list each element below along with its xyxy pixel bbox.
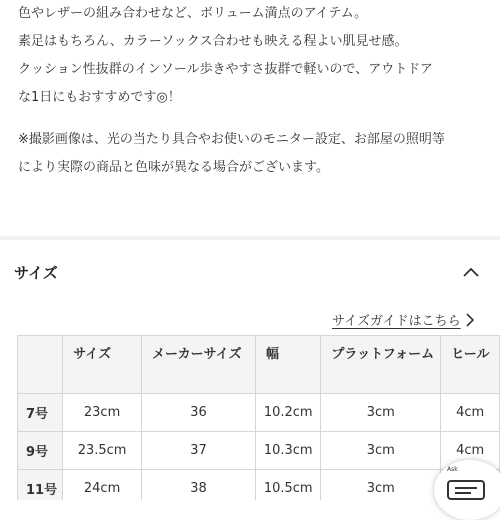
table-cell: 24cm	[63, 470, 142, 501]
ask-label: Ask	[447, 466, 458, 473]
table-cell: 36	[141, 394, 255, 432]
chevron-up-icon	[462, 265, 480, 279]
size-section-title: サイズ	[14, 264, 58, 282]
table-cell: 3cm	[321, 432, 441, 470]
table-header-row	[18, 336, 500, 394]
table-cell: 37	[141, 432, 255, 470]
table-cell: 23.5cm	[63, 432, 142, 470]
description-line: 色やレザーの組み合わせなど、ボリューム満点のアイテム。	[18, 6, 368, 21]
size-guide-link[interactable]	[332, 310, 475, 329]
table-row	[18, 432, 500, 470]
product-description	[18, 0, 488, 182]
description-line: 素足はもちろん、カラーソックス合わせも映える程よい肌見せ感。	[18, 34, 408, 49]
table-cell: 3cm	[321, 470, 441, 501]
size-table	[17, 335, 500, 500]
table-header-cell: サイズ	[63, 336, 142, 394]
row-header-cell: 11号	[18, 470, 63, 501]
description-line: な1日にもおすすめです◎！	[18, 90, 181, 105]
row-header-cell: 9号	[18, 432, 63, 470]
table-cell: 4cm	[441, 394, 500, 432]
collapse-toggle[interactable]	[462, 264, 480, 278]
table-header-cell	[18, 336, 63, 394]
table-row	[18, 470, 500, 501]
table-row	[18, 394, 500, 432]
table-cell: 10.3cm	[256, 432, 321, 470]
description-line: クッション性抜群のインソール歩きやすさ抜群で軽いので、アウトドア	[18, 62, 433, 77]
table-header-cell: プラットフォーム	[321, 336, 441, 394]
chevron-right-icon	[465, 313, 475, 327]
table-cell: 4cm	[441, 432, 500, 470]
disclaimer-line: ※撮影画像は、光の当たり具合やお使いのモニター設定、お部屋の照明等	[18, 132, 445, 147]
size-guide-label: サイズガイドはこちら	[332, 314, 461, 329]
section-divider	[0, 236, 500, 240]
table-cell: 10.2cm	[256, 394, 321, 432]
table-cell: 23cm	[63, 394, 142, 432]
ask-chat-button[interactable]	[434, 460, 500, 520]
row-header-cell: 7号	[18, 394, 63, 432]
table-cell: 10.5cm	[256, 470, 321, 501]
table-header-cell: 幅	[256, 336, 321, 394]
disclaimer-line: により実際の商品と色味が異なる場合がございます。	[18, 160, 329, 175]
table-header-cell: ヒール	[441, 336, 500, 394]
size-table-container[interactable]	[17, 335, 500, 500]
table-cell: 3cm	[321, 394, 441, 432]
table-cell: 38	[141, 470, 255, 501]
table-header-cell: メーカーサイズ	[141, 336, 255, 394]
chat-icon	[447, 480, 487, 500]
